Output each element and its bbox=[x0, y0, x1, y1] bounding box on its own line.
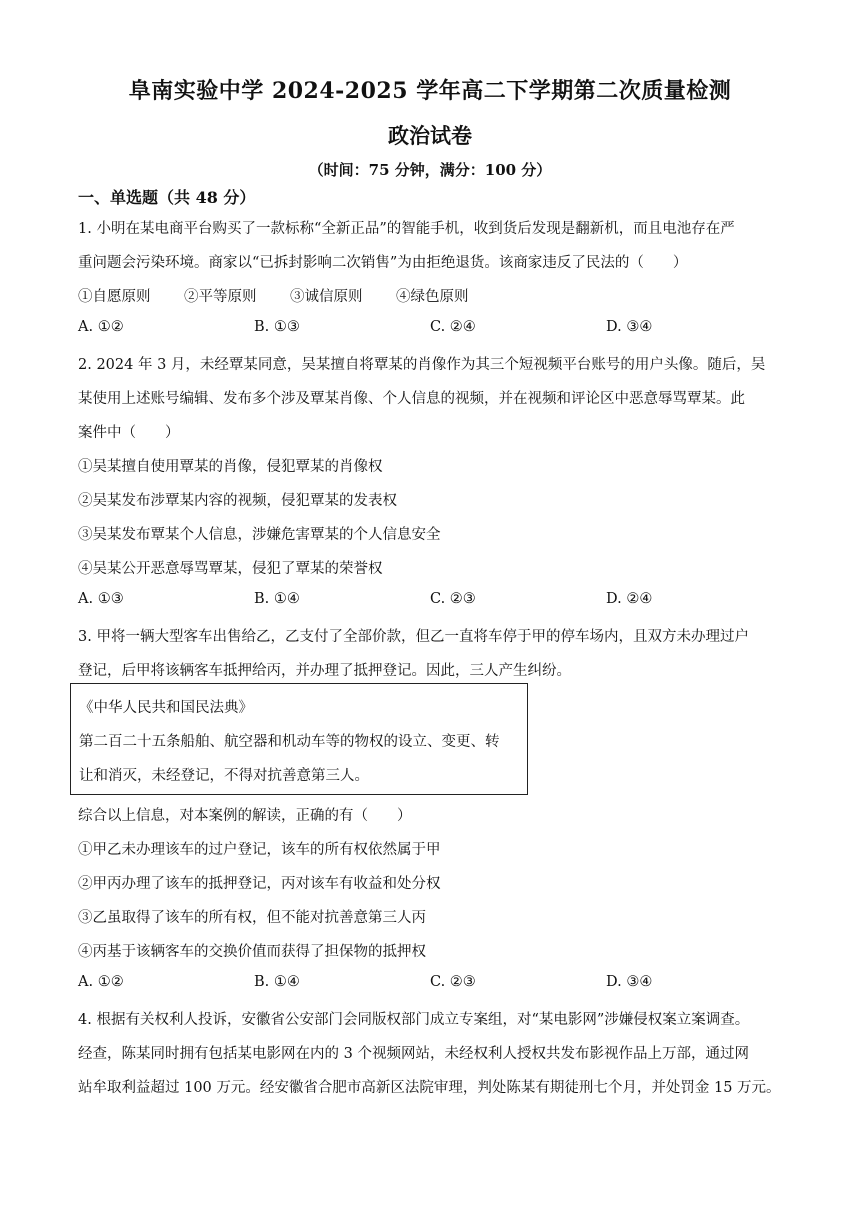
statement-item: ③吴某发布覃某个人信息，涉嫌危害覃某的个人信息安全 bbox=[78, 527, 441, 543]
question-text-line: 经查，陈某同时拥有包括某电影网在内的 3 个视频网站，未经权利人授权共发布影视作品上万部，通过网 bbox=[78, 1046, 749, 1062]
question-text-line: 某使用上述账号编辑、发布多个涉及覃某肖像、个人信息的视频，并在视频和评论区中恶意辱骂覃某。此 bbox=[78, 391, 745, 407]
answer-option-a[interactable]: A. ①③ bbox=[78, 591, 124, 607]
statement-item: ②吴某发布涉覃某内容的视频，侵犯覃某的发表权 bbox=[78, 493, 397, 509]
answer-option-d[interactable]: D. ②④ bbox=[606, 591, 653, 607]
statement-item: ④丙基于该辆客车的交换价值而获得了担保物的抵押权 bbox=[78, 944, 426, 960]
answer-option-b[interactable]: B. ①④ bbox=[254, 591, 300, 607]
question-text-line: 登记，后甲将该辆客车抵押给丙，并办理了抵押登记。因此，三人产生纠纷。 bbox=[78, 663, 571, 679]
question-prompt: 综合以上信息，对本案例的解读，正确的有（ ） bbox=[78, 808, 412, 824]
answer-option-b[interactable]: B. ①③ bbox=[254, 319, 300, 335]
question-text-line: 重问题会污染环境。商家以“已拆封影响二次销售”为由拒绝退货。该商家违反了民法的（ ） bbox=[78, 255, 688, 271]
law-title: 《中华人民共和国民法典》 bbox=[79, 700, 253, 716]
law-text-line: 让和消灭，未经登记，不得对抗善意第三人。 bbox=[79, 768, 369, 784]
statement-item: ③乙虽取得了该车的所有权，但不能对抗善意第三人丙 bbox=[78, 910, 426, 926]
answer-option-c[interactable]: C. ②③ bbox=[430, 591, 476, 607]
statement-item: ②甲丙办理了该车的抵押登记，丙对该车有收益和处分权 bbox=[78, 876, 441, 892]
statement-item: ④吴某公开恶意辱骂覃某，侵犯了覃某的荣誉权 bbox=[78, 561, 383, 577]
statement-item: ①自愿原则 bbox=[78, 289, 151, 305]
question-text-line: 3. 甲将一辆大型客车出售给乙，乙支付了全部价款，但乙一直将车停于甲的停车场内，且双方未办理过户 bbox=[78, 629, 749, 645]
law-text-line: 第二百二十五条船舶、航空器和机动车等的物权的设立、变更、转 bbox=[79, 734, 500, 750]
exam-title: 阜南实验中学 2024-2025 学年高二下学期第二次质量检测 bbox=[128, 78, 732, 104]
answer-option-c[interactable]: C. ②④ bbox=[430, 319, 476, 335]
answer-option-d[interactable]: D. ③④ bbox=[606, 319, 653, 335]
statement-item: ②平等原则 bbox=[184, 289, 257, 305]
section-title: 一、单选题（共 48 分） bbox=[78, 188, 256, 207]
statement-item: ④绿色原则 bbox=[396, 289, 469, 305]
question-text-line: 1. 小明在某电商平台购买了一款标称“全新正品”的智能手机，收到货后发现是翻新机，而且电池存在严 bbox=[78, 221, 735, 237]
answer-option-c[interactable]: C. ②③ bbox=[430, 974, 476, 990]
question-text-line: 2. 2024 年 3 月，未经覃某同意，吴某擅自将覃某的肖像作为其三个短视频平台账号的用户头像。随后，吴 bbox=[78, 357, 766, 373]
exam-time-info: （时间：75 分钟，满分：100 分） bbox=[308, 161, 552, 179]
exam-subject: 政治试卷 bbox=[388, 123, 472, 148]
statement-item: ①甲乙未办理该车的过户登记，该车的所有权依然属于甲 bbox=[78, 842, 441, 858]
statement-item: ③诚信原则 bbox=[290, 289, 363, 305]
statement-item: ①吴某擅自使用覃某的肖像，侵犯覃某的肖像权 bbox=[78, 459, 383, 475]
question-text-line: 案件中（ ） bbox=[78, 425, 180, 441]
law-excerpt-box bbox=[70, 683, 528, 795]
question-text-line: 4. 根据有关权利人投诉，安徽省公安部门会同版权部门成立专案组，对“某电影网”涉嫌侵权案立案调查。 bbox=[78, 1012, 750, 1028]
answer-option-d[interactable]: D. ③④ bbox=[606, 974, 653, 990]
question-text-line: 站牟取利益超过 100 万元。经安徽省合肥市高新区法院审理，判处陈某有期徒刑七个月，并处罚金 15 万元。 bbox=[78, 1080, 781, 1096]
answer-option-a[interactable]: A. ①② bbox=[78, 319, 124, 335]
answer-option-b[interactable]: B. ①④ bbox=[254, 974, 300, 990]
answer-option-a[interactable]: A. ①② bbox=[78, 974, 124, 990]
